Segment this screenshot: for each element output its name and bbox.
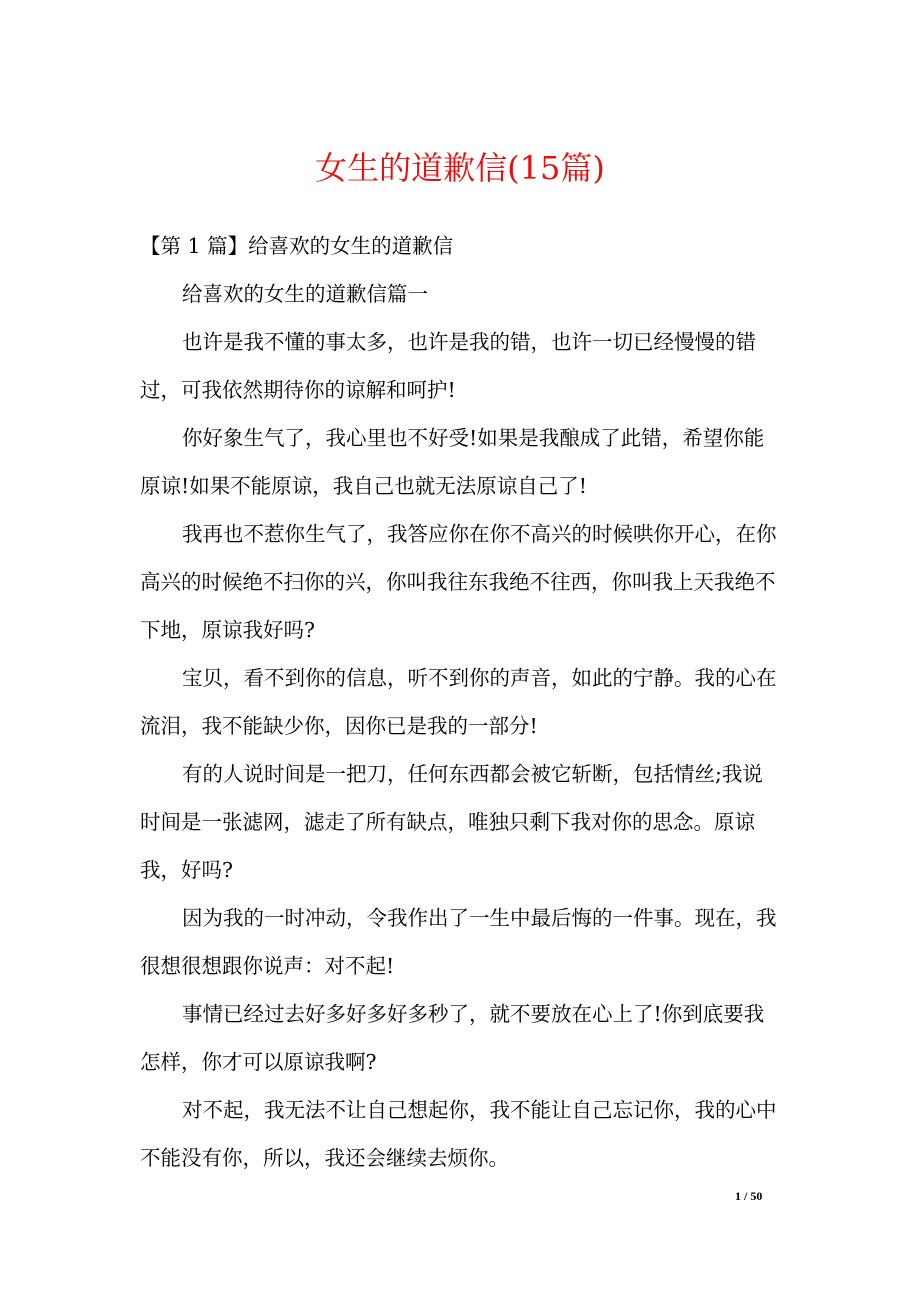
paragraph: 事情已经过去好多好多好多秒了，就不要放在心上了!你到底要我怎样，你才可以原谅我啊?	[140, 1002, 765, 1074]
paragraph: 有的人说时间是一把刀，任何东西都会被它斩断，包括情丝;我说时间是一张滤网，滤走了所有缺点，唯独只剩下我对你的思念。原谅我，好吗?	[140, 762, 763, 882]
paragraph: 也许是我不懂的事太多，也许是我的错，也许一切已经慢慢的错过，可我依然期待你的谅解和呵护!	[140, 330, 756, 402]
paragraph: 对不起，我无法不让自己想起你，我不能让自己忘记你，我的心中不能没有你，所以，我还会继续去烦你。	[140, 1098, 777, 1170]
paragraph: 我再也不惹你生气了，我答应你在你不高兴的时候哄你开心，在你高兴的时候绝不扫你的兴，你叫我往东我绝不往西，你叫我上天我绝不下地，原谅我好吗?	[140, 522, 777, 642]
paragraph: 宝贝，看不到你的信息，听不到你的声音，如此的宁静。我的心在流泪，我不能缺少你，因你已是我的一部分!	[140, 666, 777, 738]
subheading: 给喜欢的女生的道歉信篇一	[182, 282, 428, 306]
paragraph: 因为我的一时冲动，令我作出了一生中最后悔的一件事。现在，我很想很想跟你说声：对不起!	[140, 906, 777, 978]
document-title: 女生的道歉信(15篇)	[315, 149, 605, 187]
page-number: 1 / 50	[735, 1189, 763, 1203]
paragraph: 你好象生气了，我心里也不好受!如果是我酿成了此错，希望你能原谅!如果不能原谅，我自己也就无法原谅自己了!	[140, 426, 765, 498]
document-body	[140, 222, 780, 1182]
section-heading: 【第 1 篇】给喜欢的女生的道歉信	[140, 234, 454, 258]
